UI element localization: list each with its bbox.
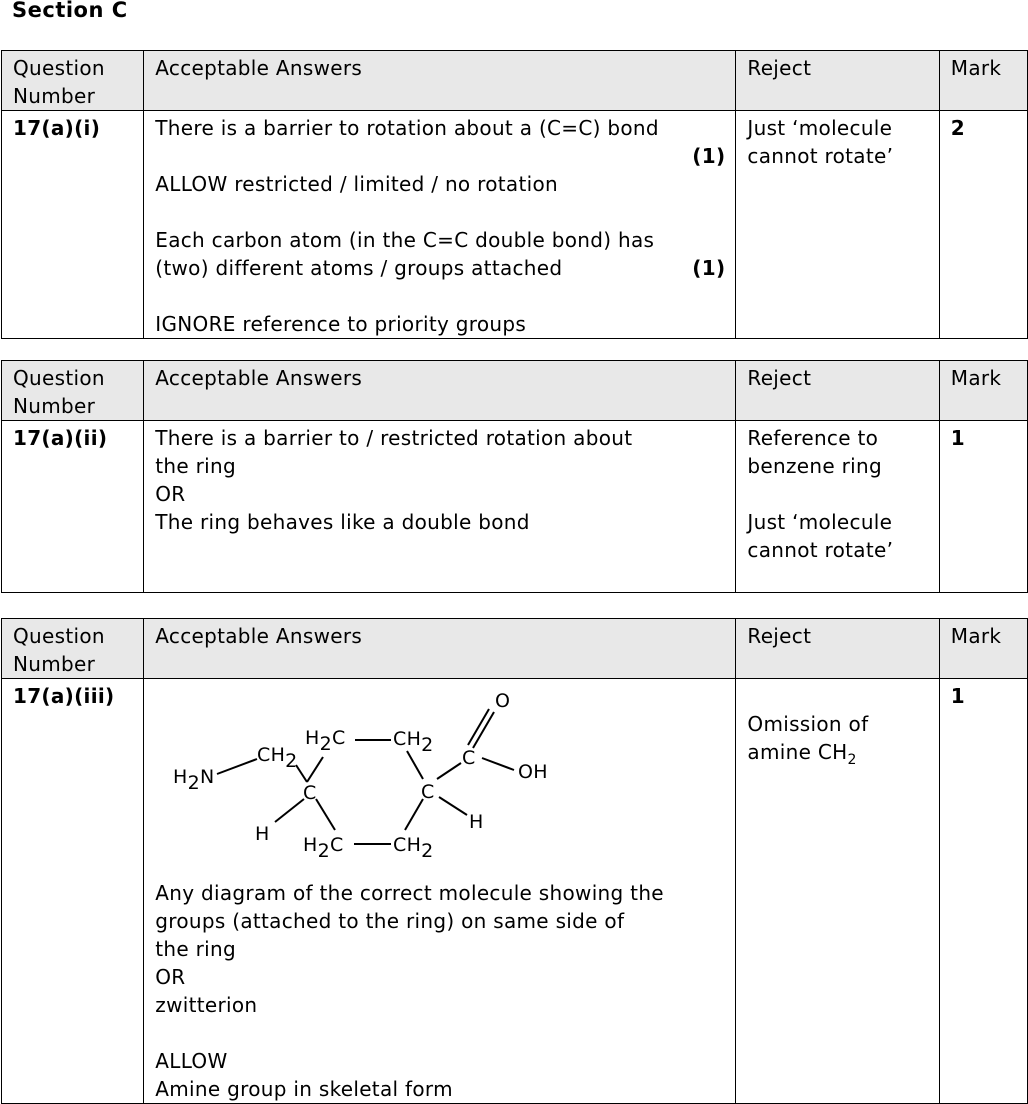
- answer-text: ALLOW restricted / limited / no rotation: [155, 172, 558, 196]
- answer-text: There is a barrier to rotation about a (C=C) bond: [155, 116, 659, 140]
- answer-text: The ring behaves like a double bond: [155, 510, 530, 534]
- mark-value: 1: [939, 421, 1027, 593]
- answer-mark: (1): [692, 256, 726, 280]
- header-acceptable-answers: Acceptable Answers: [144, 361, 736, 421]
- mark-value: 2: [939, 111, 1027, 339]
- header-mark: Mark: [939, 619, 1027, 679]
- atom-label: H2C: [305, 727, 346, 755]
- answer-text: OR: [155, 965, 186, 989]
- answer-text: (two) different atoms / groups attached: [155, 256, 563, 280]
- table-row: [2, 111, 1028, 339]
- reject-text: benzene ring: [747, 454, 882, 478]
- reject-cell: [736, 679, 939, 1104]
- reject-text-with-subscript: [747, 738, 928, 774]
- answer-line-with-mark: [155, 254, 725, 282]
- subscript: 2: [847, 752, 857, 768]
- mark-value: 1: [939, 679, 1027, 1104]
- answer-text: groups (attached to the ring) on same side of: [155, 909, 625, 933]
- header-question-number: Question Number: [2, 51, 144, 111]
- answer-text: ALLOW: [155, 1049, 228, 1073]
- header-reject: Reject: [736, 619, 939, 679]
- reject-text: cannot rotate’: [747, 538, 894, 562]
- table-row: [2, 679, 1028, 1104]
- reject-text: Just ‘molecule cannot rotate’: [736, 111, 939, 339]
- atom-label: CH2: [393, 728, 434, 756]
- reject-text: Just ‘molecule: [747, 510, 893, 534]
- answer-text: the ring: [155, 454, 236, 478]
- header-mark: Mark: [939, 51, 1027, 111]
- header-acceptable-answers: Acceptable Answers: [144, 619, 736, 679]
- molecule-structure-diagram: [155, 679, 575, 879]
- answer-text: zwitterion: [155, 993, 258, 1017]
- header-reject: Reject: [736, 51, 939, 111]
- atom-label: C: [421, 781, 435, 803]
- mark-scheme-table-2: [1, 360, 1028, 593]
- answer-text: Amine group in skeletal form: [155, 1077, 453, 1101]
- acceptable-answers-cell: [144, 111, 736, 339]
- header-question-number: Question Number: [2, 619, 144, 679]
- header-reject: Reject: [736, 361, 939, 421]
- atom-label: O: [495, 690, 511, 712]
- question-number: 17(a)(i): [2, 111, 144, 339]
- header-acceptable-answers: Acceptable Answers: [144, 51, 736, 111]
- acceptable-answers-cell: [144, 421, 736, 593]
- answer-mark: (1): [692, 144, 726, 168]
- acceptable-answers-cell: [144, 679, 736, 1104]
- header-mark: Mark: [939, 361, 1027, 421]
- atom-label: C: [462, 747, 476, 769]
- mark-scheme-table-1: [1, 50, 1028, 339]
- answer-text: There is a barrier to / restricted rotation about: [155, 426, 633, 450]
- reject-text: Omission of: [747, 712, 869, 736]
- answer-text: Each carbon atom (in the C=C double bond) has: [155, 228, 655, 252]
- reject-cell: [736, 421, 939, 593]
- table-header-row: [2, 361, 1028, 421]
- atom-label: H2N: [173, 766, 215, 794]
- atom-label: H2C: [303, 834, 344, 862]
- atom-label: C: [303, 782, 317, 804]
- table-header-row: [2, 619, 1028, 679]
- reject-text: amine CH: [747, 740, 848, 764]
- answer-text: the ring: [155, 937, 236, 961]
- reject-text: Reference to: [747, 426, 879, 450]
- header-question-number: Question Number: [2, 361, 144, 421]
- atom-label: CH2: [393, 834, 434, 862]
- table-header-row: [2, 51, 1028, 111]
- question-number: 17(a)(iii): [2, 679, 144, 1104]
- question-number: 17(a)(ii): [2, 421, 144, 593]
- answer-text: Any diagram of the correct molecule showing the: [155, 881, 664, 905]
- section-title: Section C: [12, 0, 128, 22]
- answer-text: IGNORE reference to priority groups: [155, 312, 527, 336]
- answer-text: OR: [155, 482, 186, 506]
- atom-label: H: [469, 811, 484, 833]
- atom-label: OH: [518, 761, 549, 783]
- mark-scheme-table-3: [1, 618, 1028, 1104]
- table-row: [2, 421, 1028, 593]
- atom-label: H: [255, 823, 270, 845]
- atom-label: CH2: [257, 744, 298, 772]
